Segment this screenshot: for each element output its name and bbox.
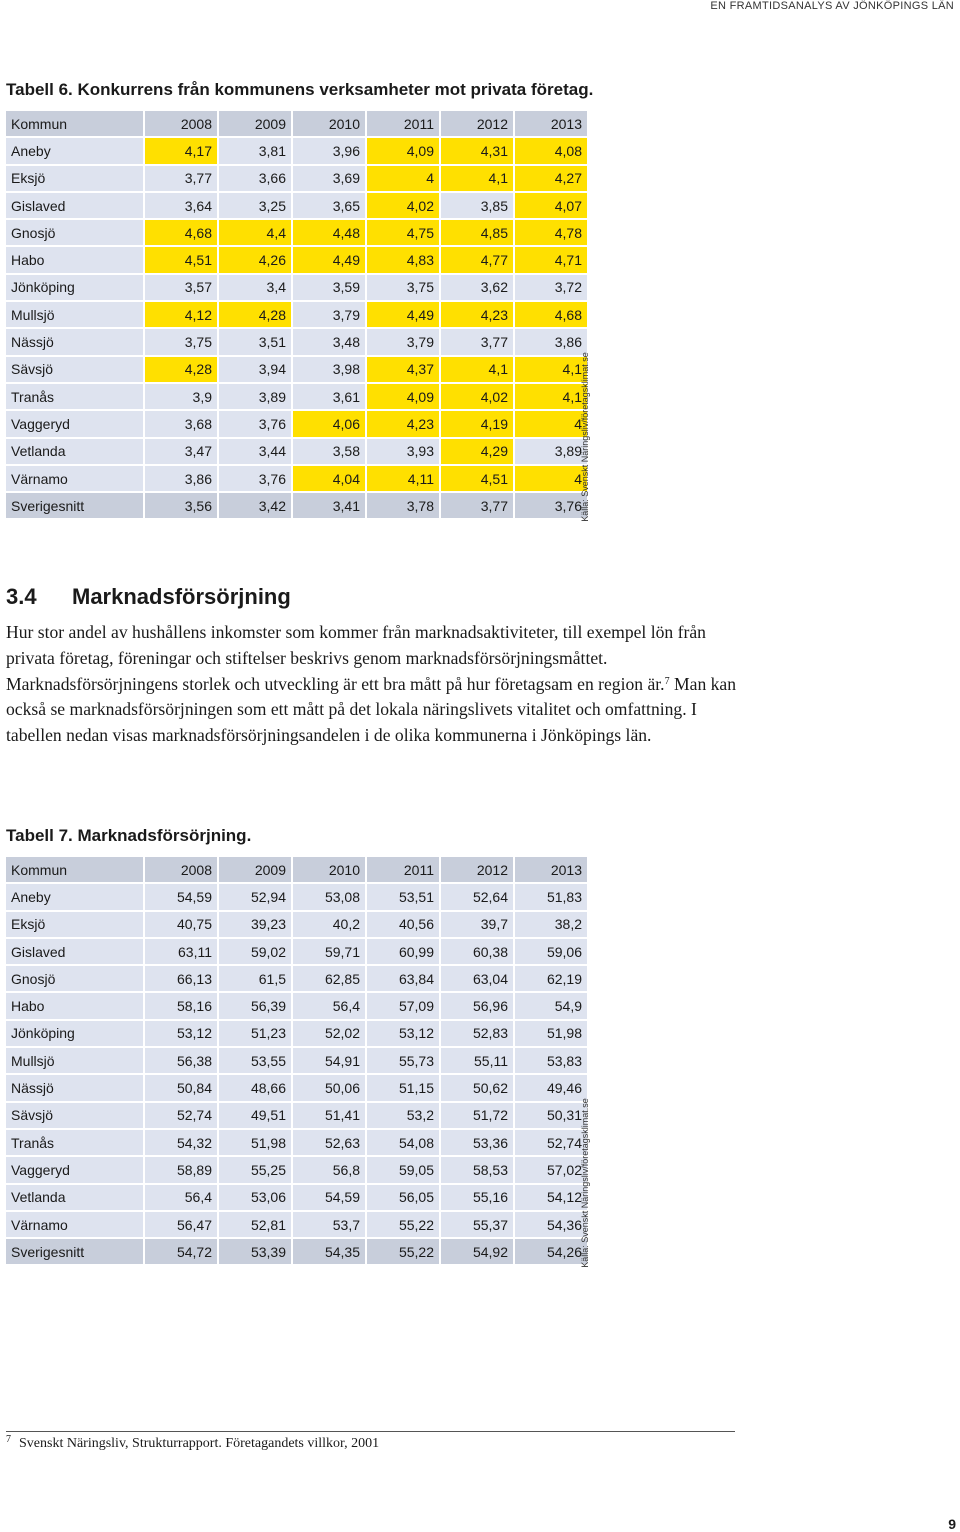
value-cell: 51,15 — [367, 1075, 439, 1100]
table-row — [6, 166, 587, 191]
kommun-name: Gnosjö — [6, 966, 143, 991]
table-row — [6, 1157, 587, 1182]
value-cell: 3,48 — [293, 329, 365, 354]
column-header: 2008 — [145, 111, 217, 136]
footnote-ref: 7 — [664, 675, 670, 687]
value-cell: 4,1 — [441, 166, 513, 191]
table-row — [6, 1239, 587, 1264]
value-cell: 39,7 — [441, 912, 513, 937]
value-cell: 51,98 — [515, 1021, 587, 1046]
paragraph-text-b: Man kan också se marknadsförsörjningen som ett mått på det lokala näringslivets vitalitet och omfattning. I tabellen nedan visas marknadsförsörjningsandelen i de olika kommunerna i Jönköpings län. — [6, 673, 737, 746]
value-cell: 3,79 — [293, 302, 365, 327]
value-cell: 4,1 — [515, 357, 587, 382]
footnote-text: Svenskt Näringsliv, Strukturrapport. Företagandets villkor, 2001 — [19, 1436, 380, 1451]
value-cell: 53,55 — [219, 1048, 291, 1073]
kommun-name: Nässjö — [6, 329, 143, 354]
value-cell: 54,32 — [145, 1130, 217, 1155]
value-cell: 4,06 — [293, 411, 365, 436]
value-cell: 4,17 — [145, 138, 217, 163]
value-cell: 3,41 — [293, 493, 365, 518]
value-cell: 54,26 — [515, 1239, 587, 1264]
value-cell: 3,58 — [293, 439, 365, 464]
value-cell: 54,92 — [441, 1239, 513, 1264]
column-header: 2008 — [145, 857, 217, 882]
table-row — [6, 411, 587, 436]
column-header: 2011 — [367, 111, 439, 136]
value-cell: 51,72 — [441, 1103, 513, 1128]
value-cell: 51,41 — [293, 1103, 365, 1128]
table-row — [6, 247, 587, 272]
kommun-name: Mullsjö — [6, 302, 143, 327]
kommun-name: Eksjö — [6, 166, 143, 191]
value-cell: 4,68 — [145, 220, 217, 245]
kommun-name: Sverigesnitt — [6, 1239, 143, 1264]
table-row — [6, 1075, 587, 1100]
table-row — [6, 439, 587, 464]
table-row — [6, 1130, 587, 1155]
value-cell: 59,02 — [219, 939, 291, 964]
value-cell: 3,47 — [145, 439, 217, 464]
kommun-name: Nässjö — [6, 1075, 143, 1100]
value-cell: 40,56 — [367, 912, 439, 937]
value-cell: 53,7 — [293, 1212, 365, 1237]
value-cell: 63,84 — [367, 966, 439, 991]
table-row — [6, 193, 587, 218]
kommun-name: Sävsjö — [6, 357, 143, 382]
value-cell: 52,74 — [515, 1130, 587, 1155]
value-cell: 3,89 — [515, 439, 587, 464]
table7-source: Källa: Svenskt Näringsliv/företagsklimat.se — [580, 1098, 590, 1268]
value-cell: 50,06 — [293, 1075, 365, 1100]
value-cell: 56,39 — [219, 993, 291, 1018]
table-row — [6, 993, 587, 1018]
kommun-name: Habo — [6, 993, 143, 1018]
value-cell: 56,96 — [441, 993, 513, 1018]
column-header: Kommun — [6, 857, 143, 882]
value-cell: 50,84 — [145, 1075, 217, 1100]
value-cell: 4,04 — [293, 466, 365, 491]
value-cell: 4,83 — [367, 247, 439, 272]
value-cell: 4,75 — [367, 220, 439, 245]
value-cell: 59,05 — [367, 1157, 439, 1182]
value-cell: 55,16 — [441, 1185, 513, 1210]
value-cell: 4,51 — [441, 466, 513, 491]
value-cell: 56,05 — [367, 1185, 439, 1210]
footnote-divider — [6, 1431, 735, 1432]
value-cell: 4,09 — [367, 138, 439, 163]
value-cell: 4,51 — [145, 247, 217, 272]
value-cell: 3,76 — [219, 466, 291, 491]
value-cell: 4,29 — [441, 439, 513, 464]
value-cell: 54,36 — [515, 1212, 587, 1237]
value-cell: 53,08 — [293, 884, 365, 909]
column-header: 2012 — [441, 857, 513, 882]
table7 — [4, 855, 589, 1266]
value-cell: 54,12 — [515, 1185, 587, 1210]
table-row — [6, 493, 587, 518]
column-header: 2013 — [515, 857, 587, 882]
value-cell: 54,9 — [515, 993, 587, 1018]
value-cell: 55,37 — [441, 1212, 513, 1237]
kommun-name: Jönköping — [6, 275, 143, 300]
kommun-name: Habo — [6, 247, 143, 272]
kommun-name: Eksjö — [6, 912, 143, 937]
value-cell: 56,8 — [293, 1157, 365, 1182]
value-cell: 3,57 — [145, 275, 217, 300]
value-cell: 4,09 — [367, 384, 439, 409]
value-cell: 3,61 — [293, 384, 365, 409]
value-cell: 52,64 — [441, 884, 513, 909]
column-header: Kommun — [6, 111, 143, 136]
value-cell: 58,53 — [441, 1157, 513, 1182]
value-cell: 52,94 — [219, 884, 291, 909]
value-cell: 63,11 — [145, 939, 217, 964]
kommun-name: Gislaved — [6, 939, 143, 964]
value-cell: 3,85 — [441, 193, 513, 218]
value-cell: 3,94 — [219, 357, 291, 382]
kommun-name: Vaggeryd — [6, 1157, 143, 1182]
value-cell: 53,51 — [367, 884, 439, 909]
table-row — [6, 1185, 587, 1210]
value-cell: 50,62 — [441, 1075, 513, 1100]
value-cell: 57,09 — [367, 993, 439, 1018]
running-header: EN FRAMTIDSANALYS AV JÖNKÖPINGS LÄN — [710, 0, 954, 12]
table-row — [6, 1021, 587, 1046]
value-cell: 56,4 — [145, 1185, 217, 1210]
value-cell: 4,78 — [515, 220, 587, 245]
value-cell: 3,56 — [145, 493, 217, 518]
value-cell: 59,06 — [515, 939, 587, 964]
value-cell: 3,77 — [145, 166, 217, 191]
value-cell: 52,83 — [441, 1021, 513, 1046]
table-row — [6, 275, 587, 300]
value-cell: 52,63 — [293, 1130, 365, 1155]
table-header-row — [6, 857, 587, 882]
value-cell: 54,59 — [293, 1185, 365, 1210]
value-cell: 55,25 — [219, 1157, 291, 1182]
table6-title: Tabell 6. Konkurrens från kommunens verksamheter mot privata företag. — [6, 80, 594, 99]
table-row — [6, 220, 587, 245]
value-cell: 53,2 — [367, 1103, 439, 1128]
value-cell: 49,46 — [515, 1075, 587, 1100]
value-cell: 3,81 — [219, 138, 291, 163]
value-cell: 3,76 — [515, 493, 587, 518]
value-cell: 4,48 — [293, 220, 365, 245]
table-row — [6, 912, 587, 937]
value-cell: 40,75 — [145, 912, 217, 937]
value-cell: 50,31 — [515, 1103, 587, 1128]
value-cell: 3,89 — [219, 384, 291, 409]
value-cell: 3,77 — [441, 329, 513, 354]
value-cell: 4,19 — [441, 411, 513, 436]
value-cell: 62,19 — [515, 966, 587, 991]
value-cell: 53,83 — [515, 1048, 587, 1073]
value-cell: 54,35 — [293, 1239, 365, 1264]
table-row — [6, 384, 587, 409]
paragraph-text-a: Hur stor andel av hushållens inkomster som kommer från marknadsaktiviteter, till exempel lön från privata företag, föreningar och stiftelser beskrivs genom marknadsförsörjningsmåttet. Marknadsförsörjningens storlek och utveckling är ett bra mått på hur företagsam en region är. — [6, 622, 706, 694]
value-cell: 3,9 — [145, 384, 217, 409]
value-cell: 62,85 — [293, 966, 365, 991]
table-row — [6, 302, 587, 327]
value-cell: 3,68 — [145, 411, 217, 436]
value-cell: 3,69 — [293, 166, 365, 191]
kommun-name: Sävsjö — [6, 1103, 143, 1128]
table-row — [6, 884, 587, 909]
table-row — [6, 1212, 587, 1237]
value-cell: 51,23 — [219, 1021, 291, 1046]
kommun-name: Vaggeryd — [6, 411, 143, 436]
value-cell: 3,62 — [441, 275, 513, 300]
value-cell: 54,59 — [145, 884, 217, 909]
kommun-name: Sverigesnitt — [6, 493, 143, 518]
value-cell: 60,38 — [441, 939, 513, 964]
table6-source: Källa: Svenskt Näringsliv/företagsklimat.se — [580, 352, 590, 522]
section-heading — [6, 584, 291, 610]
value-cell: 3,86 — [515, 329, 587, 354]
value-cell: 63,04 — [441, 966, 513, 991]
value-cell: 4 — [515, 466, 587, 491]
value-cell: 54,08 — [367, 1130, 439, 1155]
column-header: 2013 — [515, 111, 587, 136]
value-cell: 53,36 — [441, 1130, 513, 1155]
value-cell: 4,31 — [441, 138, 513, 163]
value-cell: 52,74 — [145, 1103, 217, 1128]
table7-title: Tabell 7. Marknadsförsörjning. — [6, 826, 252, 845]
value-cell: 56,4 — [293, 993, 365, 1018]
kommun-name: Jönköping — [6, 1021, 143, 1046]
table-row — [6, 1048, 587, 1073]
value-cell: 4,28 — [145, 357, 217, 382]
value-cell: 3,64 — [145, 193, 217, 218]
kommun-name: Aneby — [6, 884, 143, 909]
value-cell: 4 — [515, 411, 587, 436]
value-cell: 4,23 — [367, 411, 439, 436]
value-cell: 49,51 — [219, 1103, 291, 1128]
value-cell: 4,37 — [367, 357, 439, 382]
column-header: 2010 — [293, 857, 365, 882]
value-cell: 4,11 — [367, 466, 439, 491]
value-cell: 54,72 — [145, 1239, 217, 1264]
table-header-row — [6, 111, 587, 136]
value-cell: 59,71 — [293, 939, 365, 964]
value-cell: 58,89 — [145, 1157, 217, 1182]
value-cell: 51,98 — [219, 1130, 291, 1155]
table-row — [6, 138, 587, 163]
value-cell: 48,66 — [219, 1075, 291, 1100]
table-row — [6, 466, 587, 491]
value-cell: 4,49 — [293, 247, 365, 272]
value-cell: 3,77 — [441, 493, 513, 518]
kommun-name: Gnosjö — [6, 220, 143, 245]
footnote-number: 7 — [6, 1434, 11, 1445]
column-header: 2012 — [441, 111, 513, 136]
value-cell: 3,79 — [367, 329, 439, 354]
value-cell: 53,12 — [145, 1021, 217, 1046]
value-cell: 4,08 — [515, 138, 587, 163]
value-cell: 4,27 — [515, 166, 587, 191]
table-row — [6, 357, 587, 382]
value-cell: 3,96 — [293, 138, 365, 163]
kommun-name: Värnamo — [6, 466, 143, 491]
table-row — [6, 1103, 587, 1128]
value-cell: 3,98 — [293, 357, 365, 382]
value-cell: 4,49 — [367, 302, 439, 327]
table-row — [6, 329, 587, 354]
value-cell: 4,12 — [145, 302, 217, 327]
value-cell: 38,2 — [515, 912, 587, 937]
section-title: Marknadsförsörjning — [72, 584, 291, 609]
value-cell: 4,07 — [515, 193, 587, 218]
value-cell: 3,51 — [219, 329, 291, 354]
footnote — [6, 1434, 379, 1452]
table-row — [6, 966, 587, 991]
kommun-name: Vetlanda — [6, 439, 143, 464]
value-cell: 3,75 — [145, 329, 217, 354]
value-cell: 39,23 — [219, 912, 291, 937]
kommun-name: Tranås — [6, 1130, 143, 1155]
value-cell: 40,2 — [293, 912, 365, 937]
column-header: 2009 — [219, 111, 291, 136]
kommun-name: Värnamo — [6, 1212, 143, 1237]
kommun-name: Tranås — [6, 384, 143, 409]
kommun-name: Gislaved — [6, 193, 143, 218]
value-cell: 51,83 — [515, 884, 587, 909]
value-cell: 58,16 — [145, 993, 217, 1018]
value-cell: 4,02 — [441, 384, 513, 409]
value-cell: 4,68 — [515, 302, 587, 327]
value-cell: 3,76 — [219, 411, 291, 436]
value-cell: 3,93 — [367, 439, 439, 464]
value-cell: 57,02 — [515, 1157, 587, 1182]
section-number: 3.4 — [6, 584, 37, 609]
value-cell: 55,73 — [367, 1048, 439, 1073]
value-cell: 60,99 — [367, 939, 439, 964]
value-cell: 4,1 — [441, 357, 513, 382]
value-cell: 56,47 — [145, 1212, 217, 1237]
kommun-name: Aneby — [6, 138, 143, 163]
value-cell: 54,91 — [293, 1048, 365, 1073]
body-paragraph — [6, 620, 741, 749]
value-cell: 4,77 — [441, 247, 513, 272]
value-cell: 61,5 — [219, 966, 291, 991]
value-cell: 4,26 — [219, 247, 291, 272]
value-cell: 3,44 — [219, 439, 291, 464]
value-cell: 53,12 — [367, 1021, 439, 1046]
value-cell: 53,39 — [219, 1239, 291, 1264]
value-cell: 4,02 — [367, 193, 439, 218]
kommun-name: Vetlanda — [6, 1185, 143, 1210]
value-cell: 4 — [367, 166, 439, 191]
table6 — [4, 109, 589, 520]
value-cell: 3,86 — [145, 466, 217, 491]
value-cell: 4,71 — [515, 247, 587, 272]
value-cell: 53,06 — [219, 1185, 291, 1210]
value-cell: 4,28 — [219, 302, 291, 327]
value-cell: 3,42 — [219, 493, 291, 518]
column-header: 2011 — [367, 857, 439, 882]
value-cell: 56,38 — [145, 1048, 217, 1073]
value-cell: 4,85 — [441, 220, 513, 245]
value-cell: 3,75 — [367, 275, 439, 300]
value-cell: 3,72 — [515, 275, 587, 300]
value-cell: 55,11 — [441, 1048, 513, 1073]
value-cell: 3,25 — [219, 193, 291, 218]
table-row — [6, 939, 587, 964]
value-cell: 66,13 — [145, 966, 217, 991]
kommun-name: Mullsjö — [6, 1048, 143, 1073]
value-cell: 52,81 — [219, 1212, 291, 1237]
value-cell: 4,1 — [515, 384, 587, 409]
value-cell: 55,22 — [367, 1212, 439, 1237]
value-cell: 3,65 — [293, 193, 365, 218]
value-cell: 3,59 — [293, 275, 365, 300]
value-cell: 3,66 — [219, 166, 291, 191]
value-cell: 4,4 — [219, 220, 291, 245]
page-number: 9 — [948, 1516, 956, 1532]
value-cell: 52,02 — [293, 1021, 365, 1046]
value-cell: 55,22 — [367, 1239, 439, 1264]
value-cell: 4,23 — [441, 302, 513, 327]
column-header: 2009 — [219, 857, 291, 882]
value-cell: 3,4 — [219, 275, 291, 300]
column-header: 2010 — [293, 111, 365, 136]
value-cell: 3,78 — [367, 493, 439, 518]
